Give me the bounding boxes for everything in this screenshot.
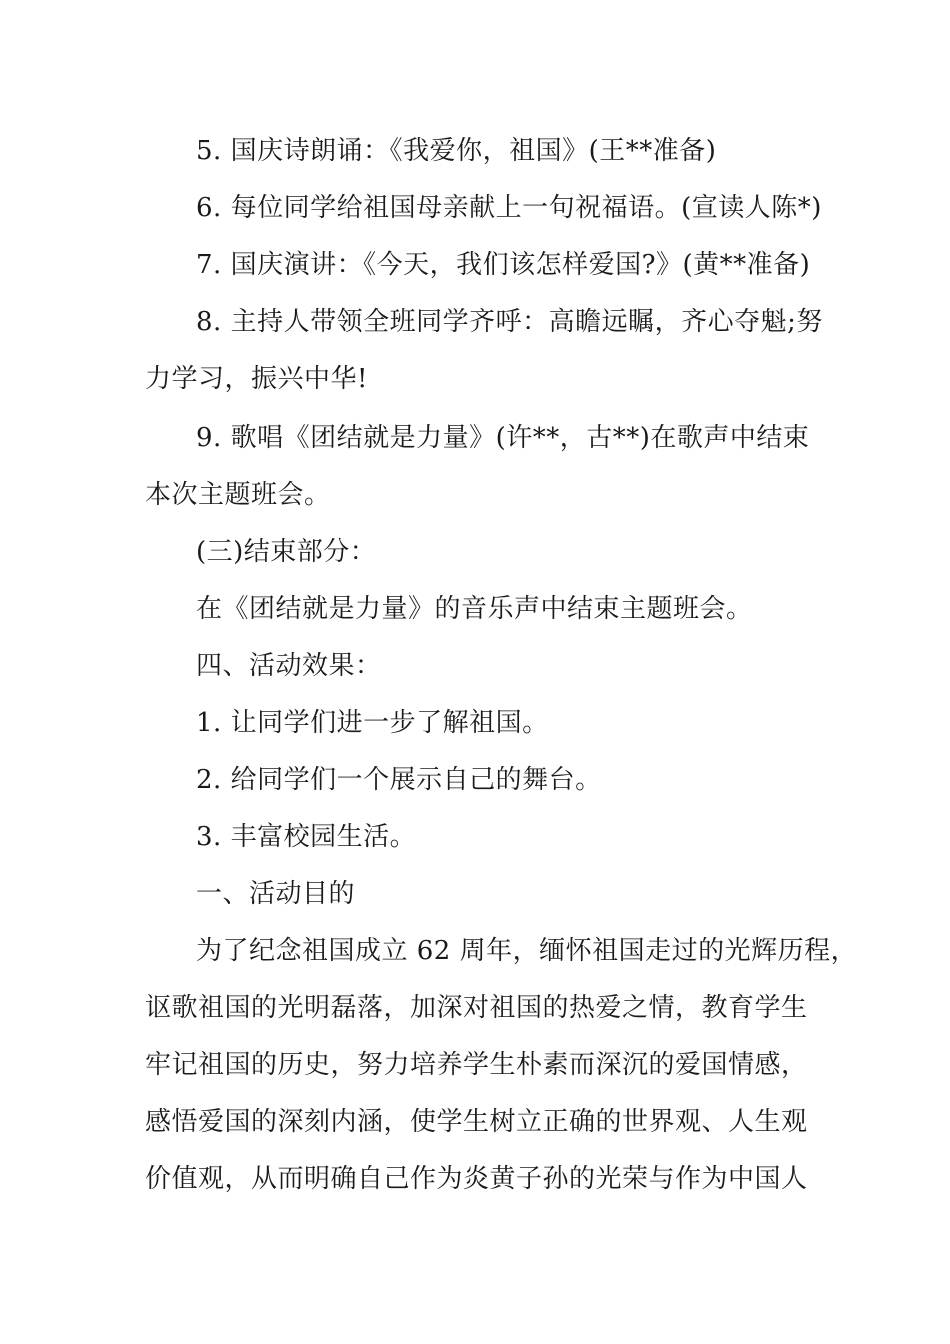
text-line: 7. 国庆演讲：《今天，我们该怎样爱国?》(黄**准备) [196, 250, 811, 280]
text-line: 一、活动目的 [196, 879, 356, 909]
paragraph-item-8 [0, 294, 950, 408]
text-line: 3. 丰富校园生活。 [196, 822, 417, 852]
text-line: 8. 主持人带领全班同学齐呼：高瞻远瞩，齐心夺魁;努 [196, 307, 823, 337]
text-line: 2. 给同学们一个展示自己的舞台。 [196, 765, 602, 795]
paragraph-item-6 [0, 180, 950, 237]
text-line: 9. 歌唱《团结就是力量》(许**，古**)在歌声中结束 [196, 423, 810, 453]
text-line: 讴歌祖国的光明磊落，加深对祖国的热爱之情，教育学生 [145, 993, 808, 1023]
paragraph-purpose [0, 923, 950, 1208]
paragraph-effect-1 [0, 695, 950, 752]
paragraph-item-7 [0, 237, 950, 294]
text-line: 1. 让同学们进一步了解祖国。 [196, 708, 549, 738]
text-line: 本次主题班会。 [145, 480, 331, 510]
text-line: 力学习，振兴中华! [145, 364, 368, 394]
paragraph-closing [0, 581, 950, 638]
section-heading-closing [0, 524, 950, 581]
paragraph-item-5 [0, 123, 950, 180]
text-line: 6. 每位同学给祖国母亲献上一句祝福语。(宣读人陈*) [196, 193, 822, 223]
text-line: 四、活动效果： [196, 651, 382, 681]
paragraph-effect-2 [0, 752, 950, 809]
paragraph-item-9 [0, 410, 950, 524]
text-line: (三)结束部分： [196, 537, 377, 567]
text-line: 牢记祖国的历史，努力培养学生朴素而深沉的爱国情感， [145, 1050, 808, 1080]
text-line: 价值观，从而明确自己作为炎黄子孙的光荣与作为中国人 [145, 1164, 808, 1194]
section-heading-effects [0, 638, 950, 695]
text-line: 5. 国庆诗朗诵：《我爱你，祖国》(王**准备) [196, 136, 717, 166]
section-heading-purpose [0, 866, 950, 923]
text-line: 在《团结就是力量》的音乐声中结束主题班会。 [196, 594, 753, 624]
text-line: 为了纪念祖国成立 62 周年，缅怀祖国走过的光辉历程， [196, 936, 858, 966]
paragraph-effect-3 [0, 809, 950, 866]
text-line: 感悟爱国的深刻内涵，使学生树立正确的世界观、人生观 [145, 1107, 808, 1137]
